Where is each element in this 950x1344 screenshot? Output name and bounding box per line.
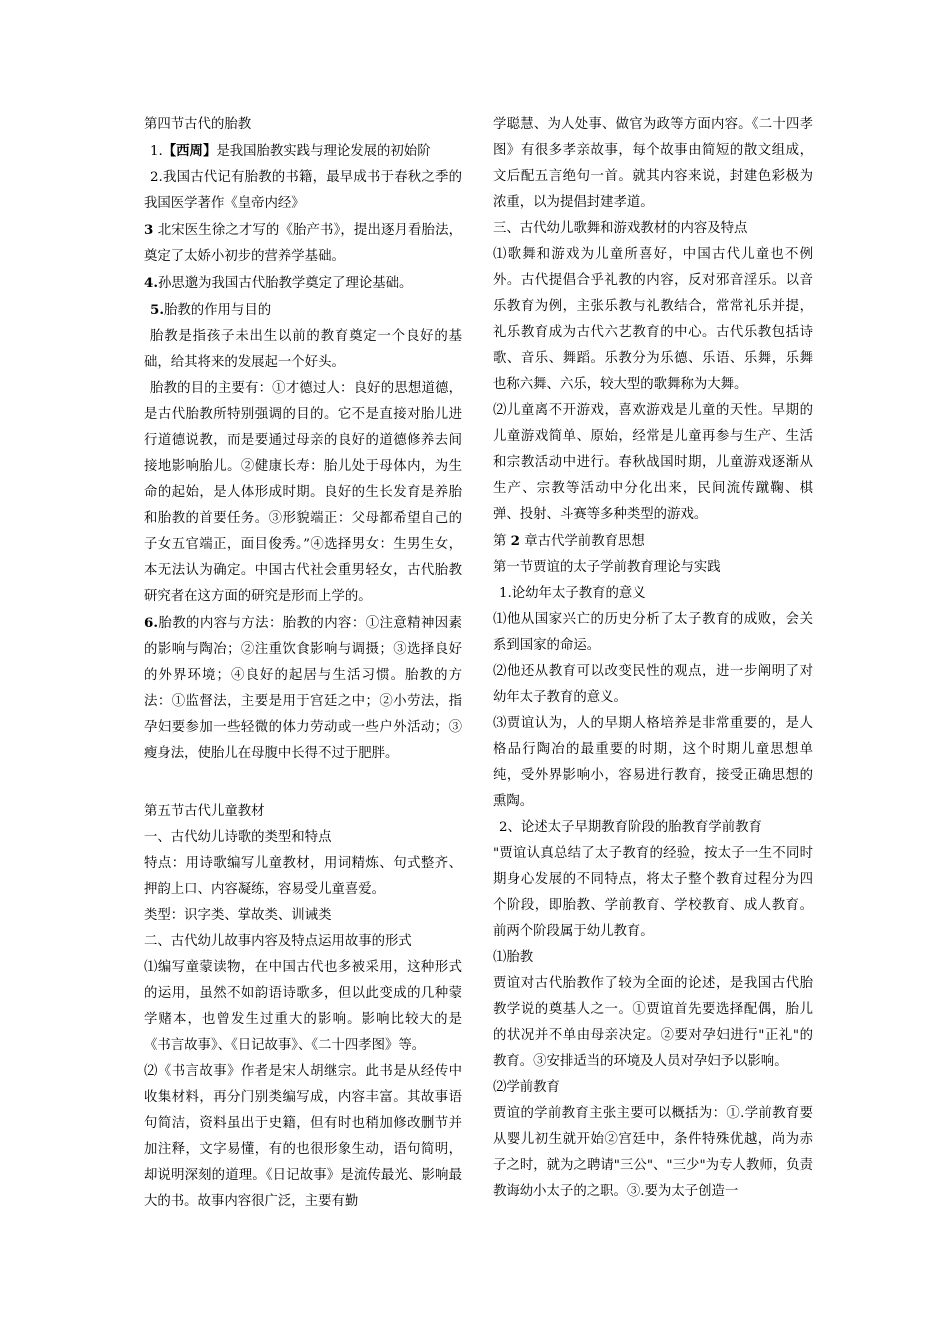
- chapter-heading: [493, 528, 813, 555]
- subheading: ⑵学前教育: [493, 1080, 560, 1095]
- right-column: [493, 112, 813, 1205]
- list-item: 2.我国古代记有胎教的书籍，最早成书于春秋之季的我国医学著作《皇帝内经》: [144, 170, 462, 211]
- paragraph: 胎教的目的主要有：①才德过人：良好的思想道德，是古代胎教所特别强调的目的。它不是直接对胎儿进行道德说教，而是要通过母亲的良好的道德修养去间接地影响胎儿。②健康长寿：胎儿处于母体内，为生命的起始，是人体形成时期。良好的生长发育是养胎和胎教的首要任务。③形貌端正：父母都希望自己的子女五官端正，面目俊秀。”④选择男女：生男生女，本无法认为确定。中国古代社会重男轻女，古代胎教研究者在这方面的研究是形而上学的。: [144, 381, 462, 604]
- paragraph: ⑵儿童离不开游戏，喜欢游戏是儿童的天性。早期的儿童游戏简单、原始，经常是儿童再参与生产、生活和宗教活动中进行。春秋战国时期，儿童游戏逐渐从生产、宗教等活动中分化出来，民间流传蹴鞠、棋弹、投射、斗赛等多种类型的游戏。: [493, 403, 813, 522]
- item-text: 孙思邈为我国古代胎教学奠定了理论基础。: [157, 276, 413, 291]
- item-number: 1.: [150, 144, 163, 159]
- paragraph: ⑵《书言故事》作者是宋人胡继宗。此书是从经传中收集材料，再分门别类编写成，内容丰富。其故事语句简洁，资料虽出于史籍，但有时也稍加修改删节并加注释，文字易懂，有的也很形象生动，语句简明，却说明深刻的道理。《日记故事》是流传最光、影响最大的书。故事内容很广泛，主要有勤: [144, 1064, 462, 1209]
- paragraph: 类型：识字类、掌故类、训诫类: [144, 908, 332, 923]
- item-text: 胎教的作用与目的: [163, 303, 272, 318]
- left-column: [144, 112, 462, 1215]
- item-text: 是我国胎教实践与理论发展的初始阶: [216, 144, 431, 159]
- paragraph: ⑵他还从教育可以改变民性的观点，进一步阐明了对幼年太子教育的意义。: [493, 664, 813, 705]
- chapter-prefix: 第: [493, 534, 511, 549]
- subheading: 2、论述太子早期教育阶段的胎教育学前教育: [499, 820, 762, 835]
- paragraph: ⑶贾谊认为，人的早期人格培养是非常重要的，是人格品行陶冶的最重要的时期，这个时期儿童思想单纯，受外界影响小，容易进行教育，接受正确思想的熏陶。: [493, 716, 813, 809]
- paragraph: 学聪慧、为人处事、做官为政等方面内容。《二十四孝图》有很多孝亲故事，每个故事由简短的散文组成，文后配五言绝句一首。就其内容来说，封建色彩极为浓重，以为提倡封建孝道。: [493, 117, 813, 210]
- section-heading: 第五节古代儿童教材: [144, 804, 265, 819]
- paragraph: 特点：用诗歌编写儿童教材，用词精炼、句式整齐、押韵上口、内容凝练，容易受儿童喜爱。: [144, 856, 462, 897]
- chapter-title: 章古代学前教育思想: [519, 534, 645, 549]
- section-heading: 第四节古代的胎教: [144, 117, 252, 132]
- list-item: [144, 138, 462, 165]
- item-number: 3: [144, 222, 154, 238]
- item-number: 5.: [150, 302, 164, 318]
- section-heading: 第一节贾谊的太子学前教育理论与实践: [493, 560, 721, 575]
- item-text: 北宋医生徐之才写的《胎产书》，提出逐月看胎法，奠定了太娇小初步的营养学基础。: [144, 223, 462, 264]
- subheading: 一、古代幼儿诗歌的类型和特点: [144, 830, 332, 845]
- paragraph: 贾谊对古代胎教作了较为全面的论述，是我国古代胎教学说的奠基人之一。①贾谊首先要选择配偶，胎儿的状况并不单由母亲决定。②要对孕妇进行"正礼"的教育。③安排适当的环境及人员对孕妇予以影响。: [493, 976, 813, 1069]
- subheading: 二、古代幼儿故事内容及特点运用故事的形式: [144, 934, 412, 949]
- paragraph: 贾谊的学前教育主张主要可以概括为：①.学前教育要从婴儿初生就开始②宫廷中，条件特殊优越，尚为赤子之时，就为之聘请"三公"、"三少"为专人教师，负责教诲幼小太子的之职。③.要为太子创造一: [493, 1106, 813, 1199]
- item-number: 4.: [144, 275, 158, 291]
- subheading: 1.论幼年太子教育的意义: [499, 586, 646, 601]
- item-number: 6.: [144, 615, 158, 631]
- subheading: ⑴胎教: [493, 950, 534, 965]
- item-text: 胎教的内容与方法：胎教的内容：①注意精神因素的影响与陶冶；②注重饮食影响与调摄；③选择良好的外界环境；④良好的起居与生活习惯。胎教的方法：①监督法，主要是用于宫廷之中；②小劳法，指孕妇要参加一些轻微的体力劳动或一些户外活动；③瘦身法，使胎儿在母腹中长得不过于肥胖。: [144, 616, 462, 761]
- subheading: 三、古代幼儿歌舞和游戏教材的内容及特点: [493, 221, 748, 236]
- list-item: [144, 270, 462, 297]
- paragraph: 胎教是指孩子未出生以前的教育奠定一个良好的基础，给其将来的发展起一个好头。: [144, 329, 462, 370]
- spacer: [144, 767, 462, 793]
- emphasis-text: 【西周】: [162, 143, 217, 159]
- paragraph: ⑴他从国家兴亡的历史分析了太子教育的成败，会关系到国家的命运。: [493, 612, 813, 653]
- paragraph: ⑴编写童蒙读物，在中国古代也多被采用，这种形式的运用，虽然不如韵语诗歌多，但以此变成的几种蒙学赌本，也曾发生过重大的影响。影响比较大的是《书言故事》、《日记故事》、《二十四孝图》等。: [144, 960, 462, 1053]
- list-item: [144, 610, 462, 767]
- paragraph: ⑴歌舞和游戏为儿童所喜好，中国古代儿童也不例外。古代提倡合乎礼教的内容，反对邪音淫乐。以音乐教育为例，主张乐教与礼教结合，常常礼乐并提，礼乐教育成为古代六艺教育的中心。古代乐教包括诗歌、音乐、舞蹈。乐教分为乐德、乐语、乐舞，乐舞也称六舞、六乐，较大型的歌舞称为大舞。: [493, 247, 813, 392]
- chapter-number: 2: [510, 533, 520, 549]
- list-item: [144, 297, 462, 324]
- paragraph: "贾谊认真总结了太子教育的经验，按太子一生不同时期身心发展的不同特点，将太子整个教育过程分为四个阶段，即胎教、学前教育、学校教育、成人教育。前两个阶段属于幼儿教育。: [493, 846, 813, 939]
- list-item: [144, 217, 462, 270]
